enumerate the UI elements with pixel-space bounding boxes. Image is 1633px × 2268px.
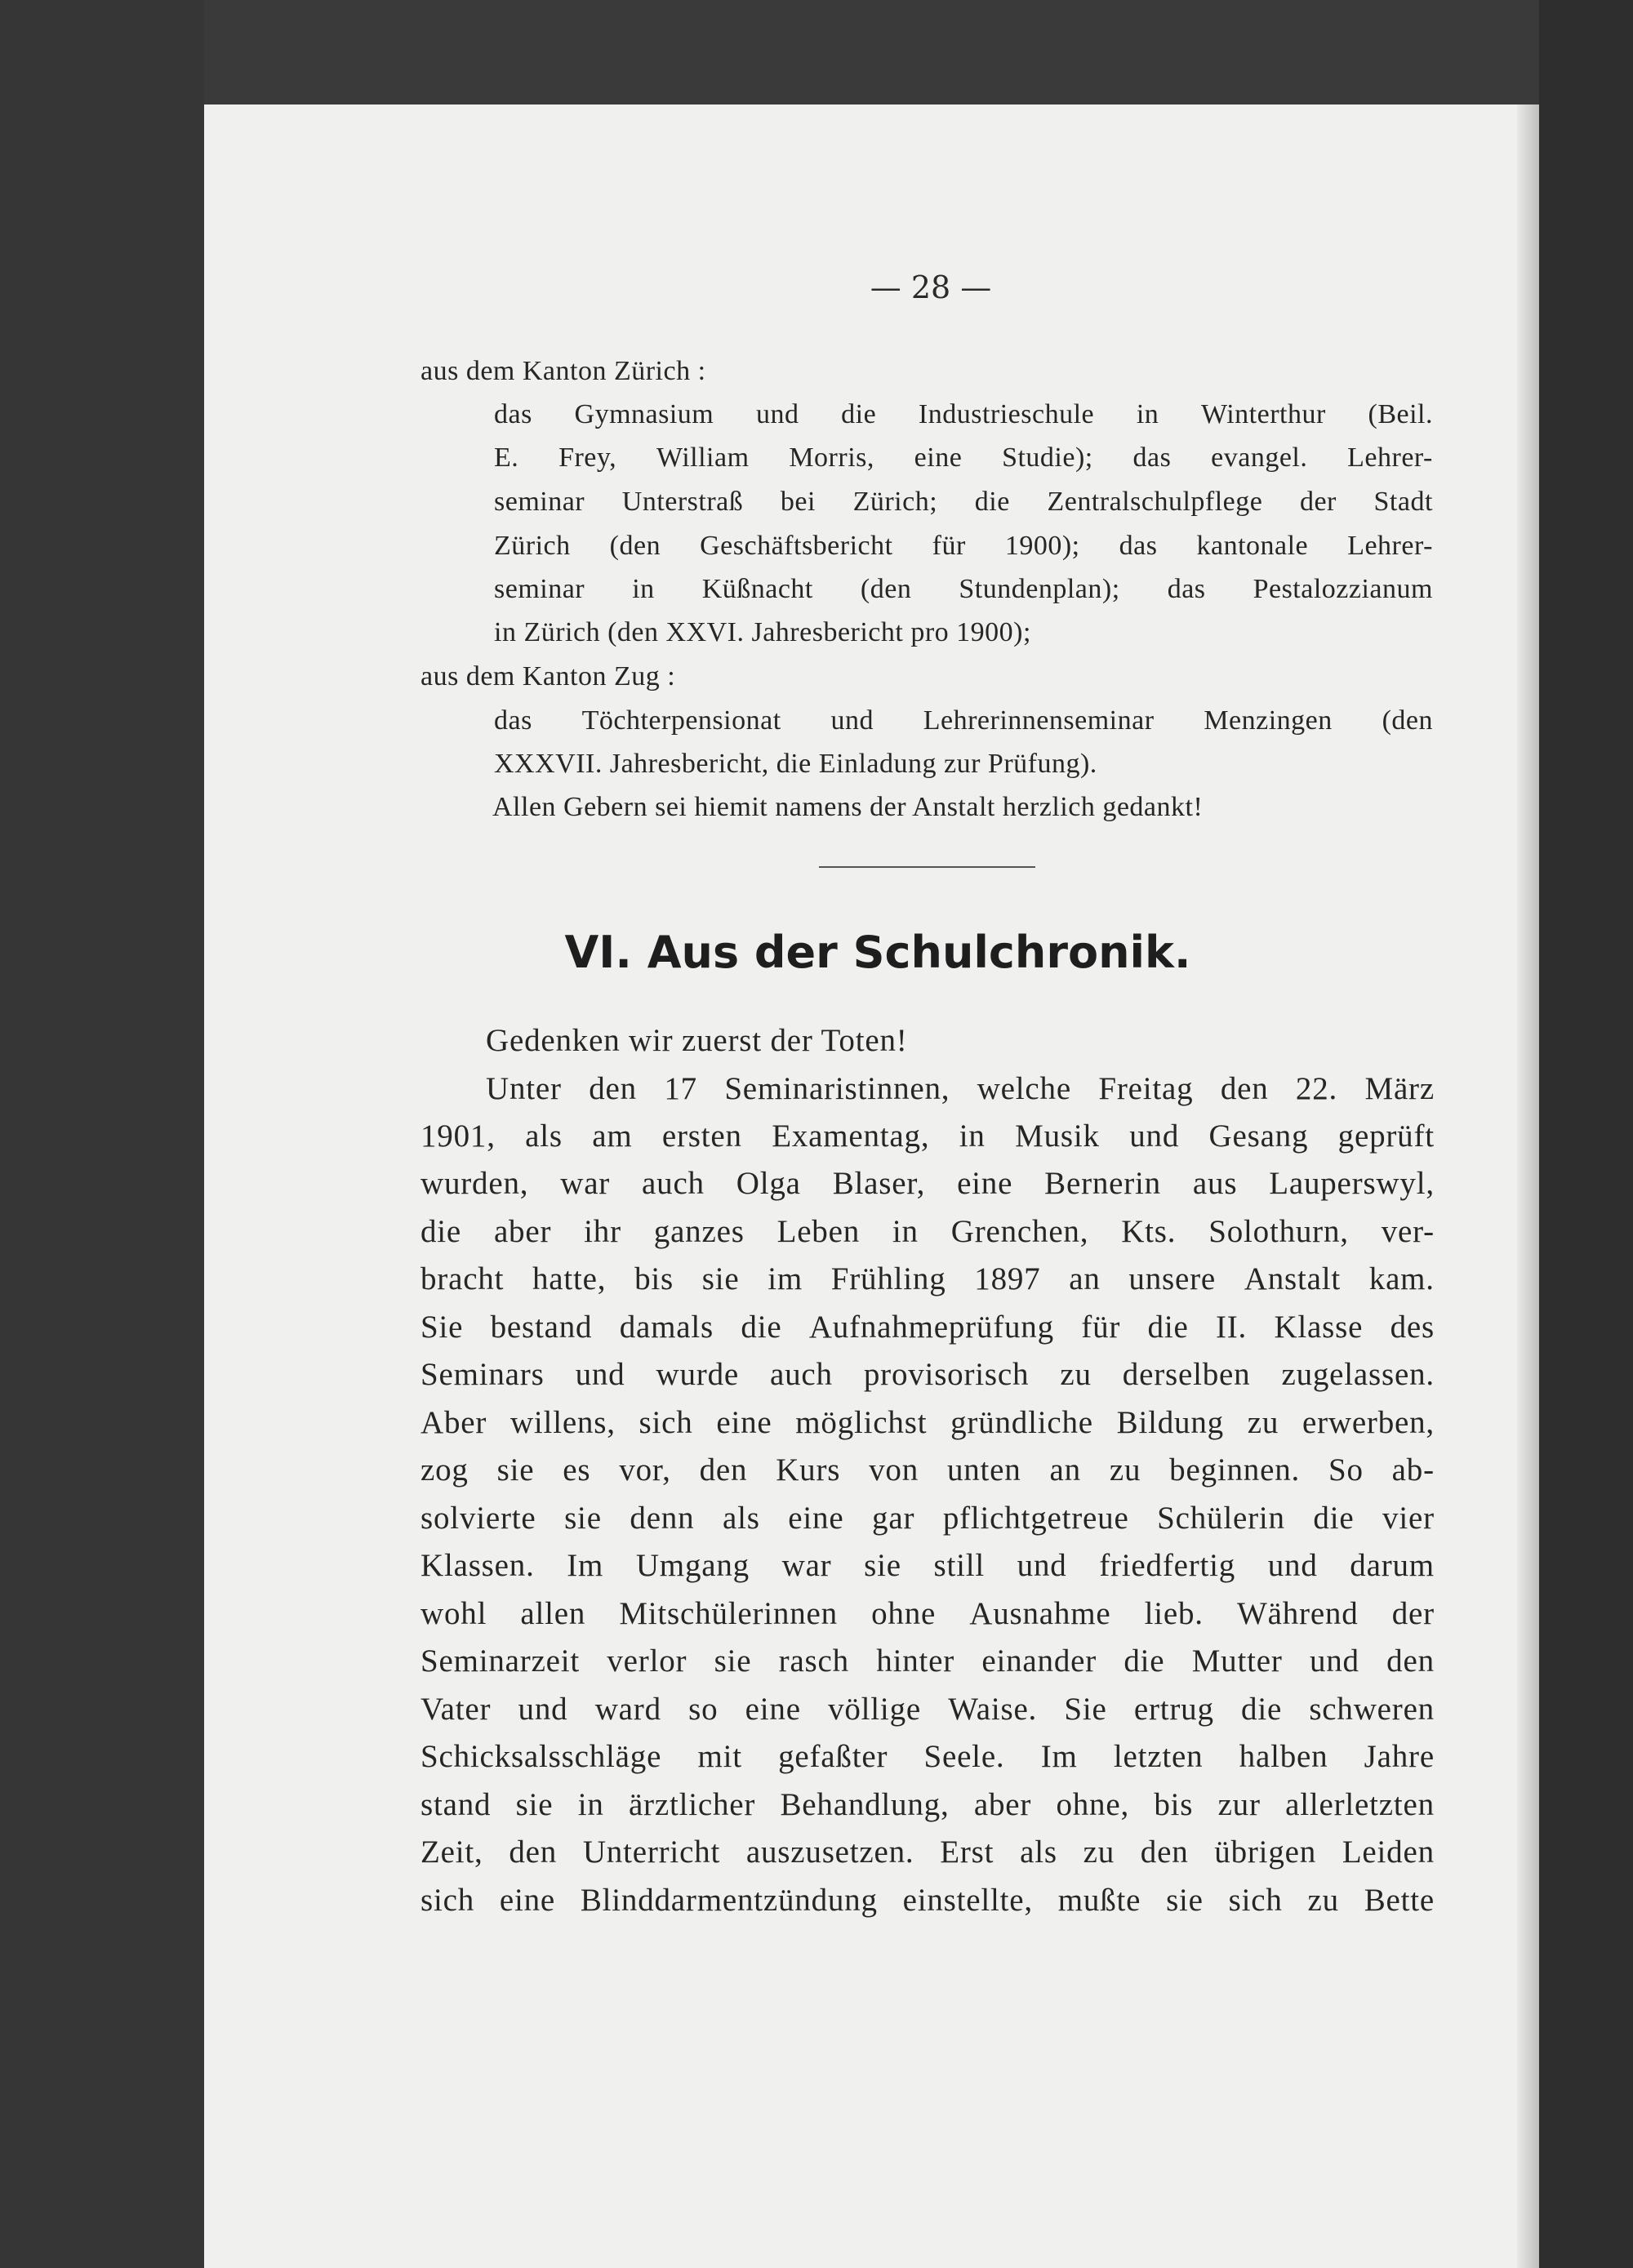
- text-line: Sie bestand damals die Aufnahmeprüfung für die II. Klasse des: [420, 1310, 1435, 1345]
- text-line: E. Frey, William Morris, eine Studie); das evangel. Lehrer-: [494, 442, 1433, 473]
- text-line: Schicksalsschläge mit gefaßter Seele. Im letzten halben Jahre: [420, 1739, 1435, 1774]
- text-line: in Zürich (den XXVI. Jahresbericht pro 1900);: [494, 617, 1031, 647]
- text-line: wurden, war auch Olga Blaser, eine Bernerin aus Lauperswyl,: [420, 1166, 1435, 1201]
- text-line: Unter den 17 Seminaristinnen, welche Freitag den 22. März: [486, 1071, 1435, 1106]
- text-line: Klassen. Im Umgang war sie still und friedfertig und darum: [420, 1548, 1435, 1583]
- text-line: Gedenken wir zuerst der Toten!: [486, 1023, 908, 1058]
- text-line: Aber willens, sich eine möglichst gründliche Bildung zu erwerben,: [420, 1405, 1435, 1440]
- section-divider: [819, 866, 1035, 868]
- text-line: stand sie in ärztlicher Behandlung, aber ohne, bis zur allerletzten: [420, 1787, 1435, 1822]
- scan-background-right: [1539, 0, 1633, 2268]
- text-line: sich eine Blinddarmentzündung einstellte, mußte sie sich zu Bette: [420, 1883, 1435, 1918]
- text-line: solvierte sie denn als eine gar pflichtgetreue Schülerin die vier: [420, 1501, 1435, 1536]
- text-line: Vater und ward so eine völlige Waise. Sie ertrug die schweren: [420, 1692, 1435, 1727]
- page-number: — 28 —: [870, 269, 992, 305]
- text-line: 1901, als am ersten Examentag, in Musik und Gesang geprüft: [420, 1118, 1435, 1154]
- text-line: aus dem Kanton Zug :: [420, 661, 676, 692]
- text-line: wohl allen Mitschülerinnen ohne Ausnahme lieb. Während der: [420, 1596, 1435, 1631]
- text-line: bracht hatte, bis sie im Frühling 1897 an unsere Anstalt kam.: [420, 1261, 1435, 1296]
- text-line: die aber ihr ganzes Leben in Grenchen, Kts. Solothurn, ver-: [420, 1214, 1435, 1249]
- text-line: seminar Unterstraß bei Zürich; die Zentralschulpflege der Stadt: [494, 487, 1433, 517]
- section-heading: VI. Aus der Schulchronik.: [564, 927, 1191, 978]
- text-line: XXXVII. Jahresbericht, die Einladung zur Prüfung).: [494, 749, 1097, 779]
- text-line: seminar in Küßnacht (den Stundenplan); das Pestalozzianum: [494, 574, 1433, 604]
- text-line: das Töchterpensionat und Lehrerinnenseminar Menzingen (den: [494, 705, 1433, 736]
- text-line: zog sie es vor, den Kurs von unten an zu beginnen. So ab-: [420, 1452, 1435, 1488]
- text-line: das Gymnasium und die Industrieschule in Winterthur (Beil.: [494, 399, 1433, 429]
- text-line: Zeit, den Unterricht auszusetzen. Erst als zu den übrigen Leiden: [420, 1834, 1435, 1870]
- text-line: Allen Gebern sei hiemit namens der Anstalt herzlich gedankt!: [492, 792, 1204, 822]
- scan-background-left: [0, 0, 204, 2268]
- text-line: aus dem Kanton Zürich :: [420, 356, 706, 386]
- text-line: Zürich (den Geschäftsbericht für 1900); das kantonale Lehrer-: [494, 531, 1433, 561]
- text-line: Seminars und wurde auch provisorisch zu derselben zugelassen.: [420, 1357, 1435, 1392]
- text-line: Seminarzeit verlor sie rasch hinter einander die Mutter und den: [420, 1643, 1435, 1679]
